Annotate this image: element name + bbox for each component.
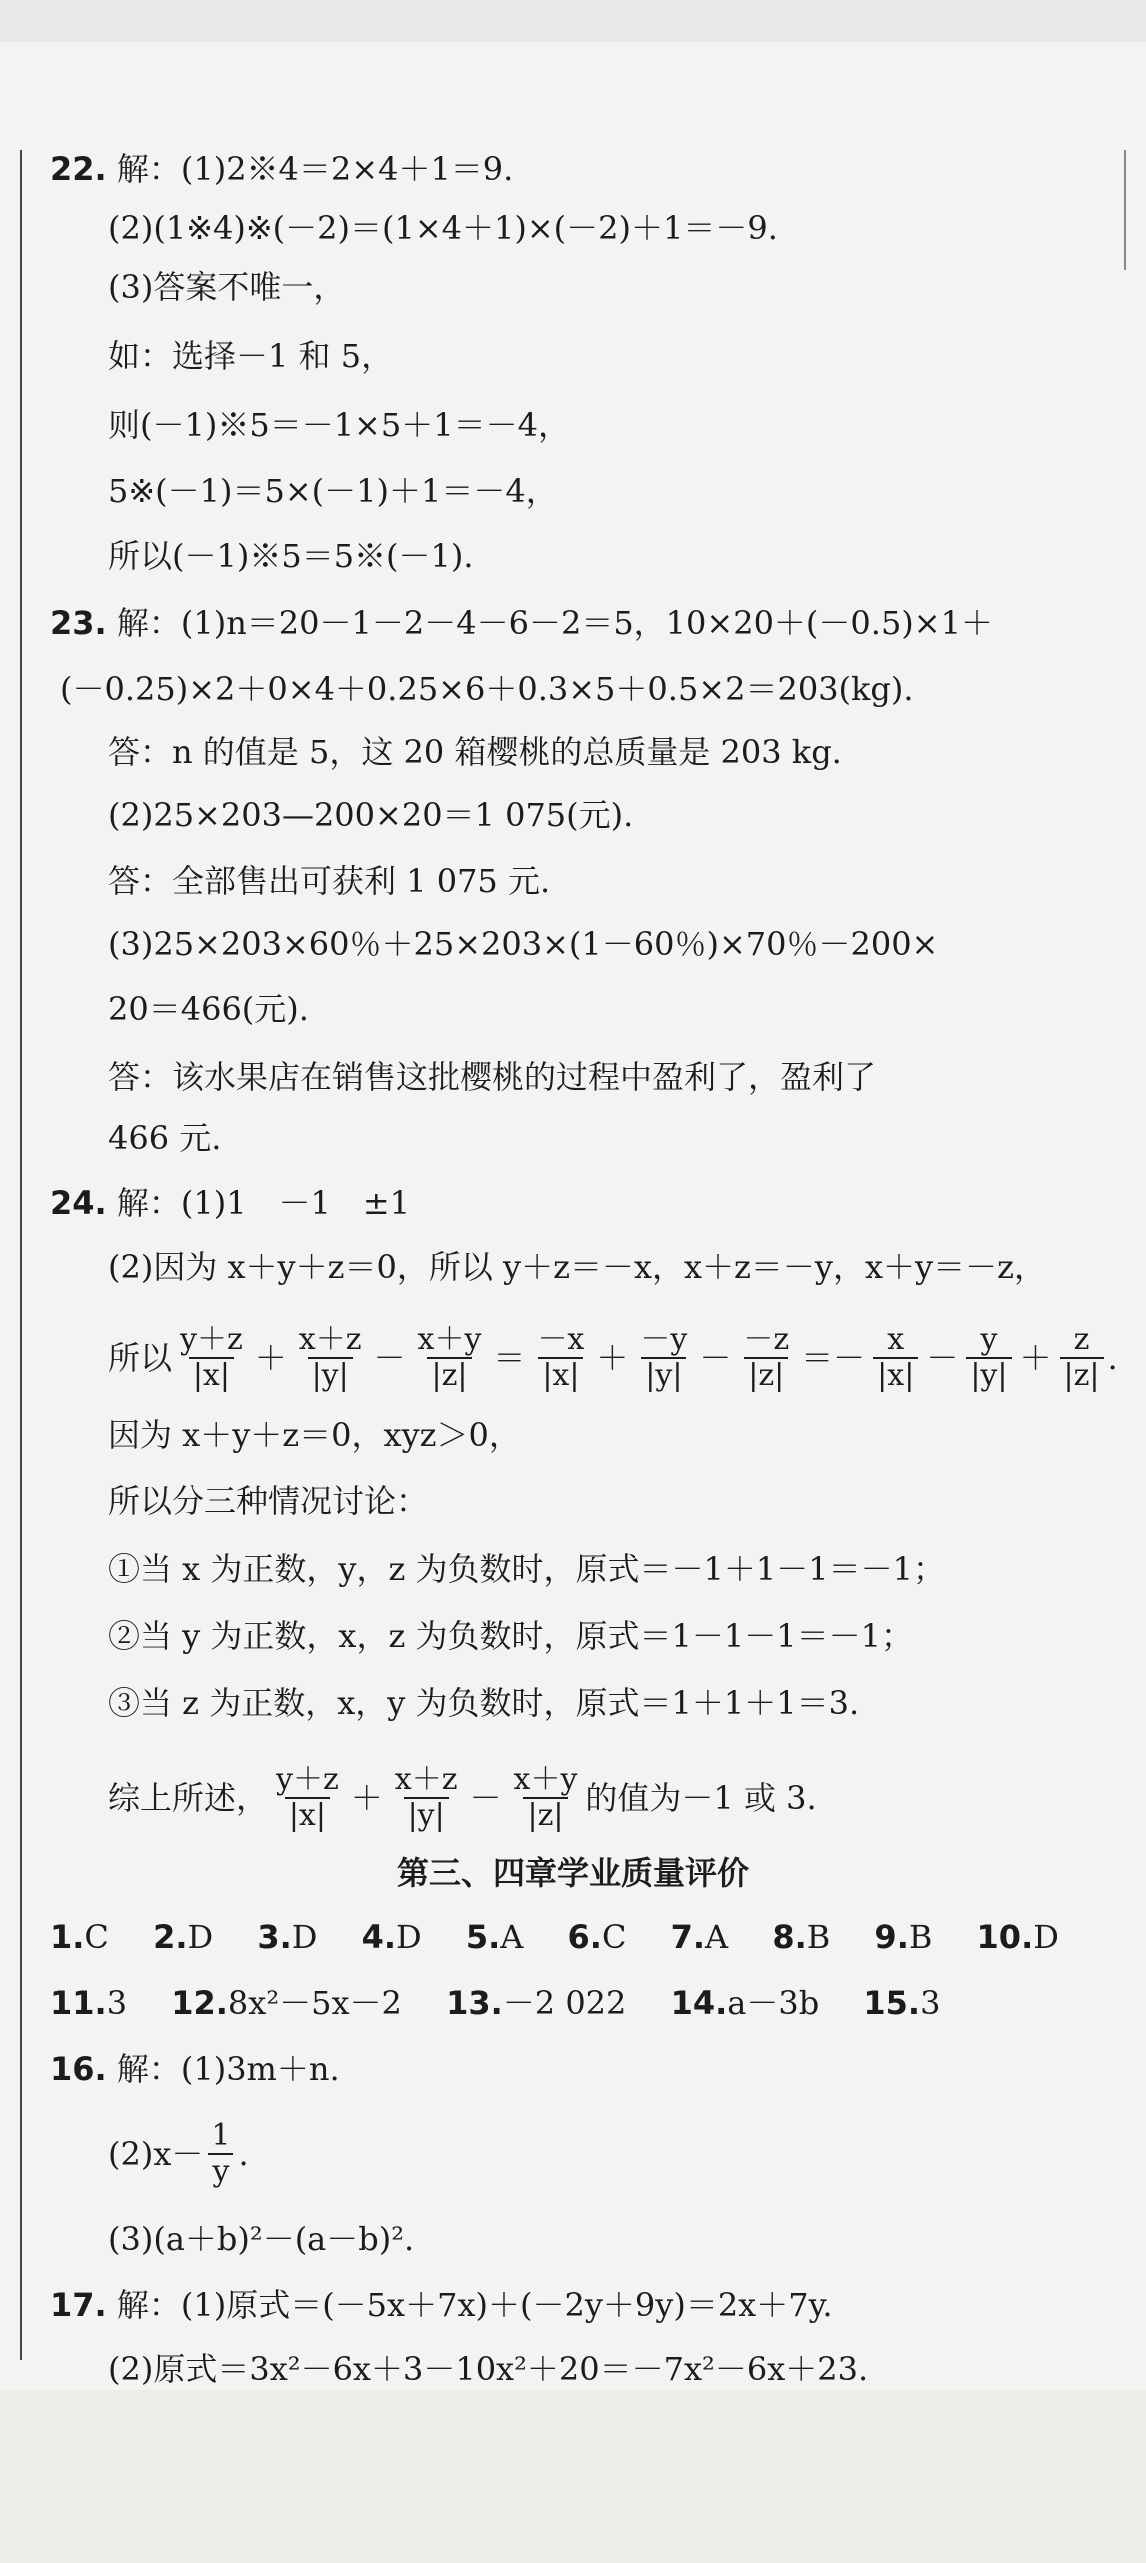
q23-line-1 [50, 600, 993, 646]
period: . [1107, 1339, 1118, 1377]
fraction-numerator: －z [743, 1322, 790, 1357]
q22-line-6: 5※(－1)＝5×(－1)＋1＝－4， [108, 472, 558, 510]
q16-number: 16. [50, 2050, 107, 2088]
q23-text-1: 解：(1)n＝20－1－2－4－6－2＝5，10×20＋(－0.5)×1＋ [116, 604, 993, 642]
minus-sign: － [699, 1339, 732, 1377]
fill-answer [50, 1984, 127, 2022]
q23-line-9: 466 元. [108, 1119, 222, 1157]
plus-sign: ＋ [596, 1339, 629, 1377]
q17-line-2: (2)原式＝3x²－6x＋3－10x²＋20＝－7x²－6x＋23. [108, 2350, 869, 2388]
fraction-yz-over-x [176, 1323, 247, 1393]
q17-number: 17. [50, 2286, 107, 2324]
q16-l2-suffix: . [238, 2135, 249, 2173]
q24-number: 24. [50, 1184, 107, 1222]
answer-value: B [806, 1918, 831, 1956]
choice-answer [568, 1918, 627, 1956]
section-title: 第三、四章学业质量评价 [396, 1854, 749, 1892]
q24-summary [108, 1758, 817, 1838]
fraction-neg-y-over-y [636, 1323, 691, 1393]
plus-sign: ＋ [350, 1779, 383, 1817]
right-margin-rule [1124, 150, 1126, 270]
q24-fraction-equation [108, 1318, 1118, 1398]
fraction-yz-over-x [272, 1763, 343, 1833]
fraction-denominator: |z| [1060, 1357, 1104, 1393]
q22-line-4: 如：选择－1 和 5， [108, 337, 394, 375]
answer-value: 3 [106, 1984, 128, 2022]
question-number: 4. [361, 1918, 396, 1956]
q23-line-2: (－0.25)×2＋0×4＋0.25×6＋0.3×5＋0.5×2＝203(kg). [60, 670, 914, 708]
q24-line-1 [50, 1180, 410, 1226]
question-number: 11. [50, 1984, 107, 2022]
q24-line-4: 因为 x＋y＋z＝0，xyz＞0， [108, 1416, 521, 1454]
fraction-denominator: |y| [966, 1357, 1011, 1393]
answer-value: D [291, 1918, 318, 1956]
equals-sign: ＝－ [801, 1339, 866, 1377]
q24-case-3: ③当 z 为正数，x，y 为负数时，原式＝1＋1＋1＝3. [108, 1684, 860, 1722]
q22-number: 22. [50, 150, 107, 188]
q23-line-7: 20＝466(元). [108, 990, 309, 1028]
q23-number: 23. [50, 604, 107, 642]
fill-answers-row-2 [50, 1980, 940, 2026]
fraction-xy-over-z [414, 1323, 486, 1393]
fraction-denominator: |x| [189, 1357, 234, 1393]
answer-value: 8x²－5x－2 [227, 1984, 402, 2022]
question-number: 7. [670, 1918, 706, 1956]
q24-case-2: ②当 y 为正数，x，z 为负数时，原式＝1－1－1＝－1； [108, 1617, 913, 1655]
fill-answer [863, 1984, 940, 2022]
question-number: 6. [567, 1918, 602, 1956]
q24-summary-prefix: 综上所述， [108, 1779, 269, 1817]
choice-answer [977, 1918, 1059, 1956]
answer-value: a－3b [727, 1984, 820, 2022]
fraction-denominator: |z| [744, 1357, 788, 1393]
plus-sign: ＋ [1019, 1339, 1052, 1377]
q22-line-1 [50, 146, 513, 192]
q22-line-5: 则(－1)※5＝－1×5＋1＝－4， [108, 406, 570, 444]
fraction-x-over-x [873, 1323, 918, 1393]
fraction-numerator: x [887, 1322, 905, 1357]
fraction-denominator: |x| [538, 1357, 583, 1393]
q16-line-3: (3)(a＋b)²－(a－b)². [108, 2220, 415, 2258]
answer-value: D [396, 1918, 422, 1956]
q16-text-1: 解：(1)3m＋n. [116, 2050, 340, 2088]
plus-sign: ＋ [254, 1339, 287, 1377]
q16-l2-prefix: (2)x－ [108, 2135, 204, 2173]
q23-line-6: (3)25×203×60％＋25×203×(1－60％)×70％－200× [108, 925, 939, 963]
answer-value: A [705, 1918, 729, 1956]
q22-line-7: 所以(－1)※5＝5※(－1). [108, 537, 474, 575]
q24-line-2: (2)因为 x＋y＋z＝0，所以 y＋z＝－x，x＋z＝－y，x＋y＝－z， [108, 1248, 1046, 1286]
equals-sign: ＝ [493, 1339, 526, 1377]
fraction-1-over-y [207, 2119, 234, 2189]
fraction-numerator: x＋z [394, 1762, 458, 1797]
choice-answer [772, 1918, 830, 1956]
q24-line-5: 所以分三种情况讨论： [108, 1482, 429, 1520]
answer-value: B [908, 1918, 933, 1956]
question-number: 2. [153, 1918, 188, 1956]
choice-answer [50, 1918, 109, 1956]
answer-value: A [500, 1918, 524, 1956]
fraction-numerator: x＋z [298, 1322, 362, 1357]
question-number: 14. [670, 1984, 728, 2022]
q17-text-1: 解：(1)原式＝(－5x＋7x)＋(－2y＋9y)＝2x＋7y. [116, 2286, 833, 2324]
q22-line-2: (2)(1※4)※(－2)＝(1×4＋1)×(－2)＋1＝－9. [108, 209, 778, 247]
q23-line-4: (2)25×203—200×20＝1 075(元). [108, 796, 634, 834]
fraction-numerator: 1 [211, 2118, 231, 2153]
fraction-z-over-z [1060, 1323, 1104, 1393]
fraction-denominator: |y| [404, 1797, 449, 1833]
question-number: 12. [171, 1984, 228, 2022]
choice-answers-row-1 [50, 1914, 1059, 1960]
fraction-xz-over-y [391, 1763, 462, 1833]
choice-answer [257, 1918, 317, 1956]
question-number: 9. [874, 1918, 909, 1956]
question-number: 10. [976, 1918, 1034, 1956]
minus-sign: － [926, 1339, 959, 1377]
fraction-xy-over-z [510, 1763, 582, 1833]
choice-answer [153, 1918, 213, 1956]
fraction-numerator: y＋z [180, 1322, 243, 1357]
fraction-denominator: |z| [523, 1797, 567, 1833]
minus-sign: － [373, 1339, 406, 1377]
fill-answer [446, 1984, 626, 2022]
answer-value: C [84, 1918, 109, 1956]
q24-eq-prefix: 所以 [108, 1339, 173, 1377]
question-number: 5. [465, 1918, 501, 1956]
choice-answer [874, 1918, 932, 1956]
answer-value: C [601, 1918, 627, 1956]
question-number: 3. [257, 1918, 292, 1956]
q24-summary-suffix: 的值为－1 或 3. [585, 1779, 817, 1817]
fraction-numerator: y＋z [276, 1762, 339, 1797]
fraction-numerator: x＋y [513, 1762, 578, 1797]
fraction-denominator: |z| [427, 1357, 471, 1393]
q16-line-1 [50, 2046, 340, 2092]
q23-line-5: 答：全部售出可获利 1 075 元. [108, 862, 551, 900]
q22-line-3: (3)答案不唯一， [108, 268, 346, 306]
q22-text-1: 解：(1)2※4＝2×4＋1＝9. [116, 150, 514, 188]
fraction-y-over-y [966, 1323, 1011, 1393]
page-bottom-margin [0, 2390, 1146, 2563]
fill-answer [171, 1984, 402, 2022]
fraction-neg-z-over-z [739, 1323, 793, 1393]
choice-answer [671, 1918, 729, 1956]
fraction-denominator: y [208, 2153, 233, 2189]
fraction-neg-x-over-x [533, 1323, 588, 1393]
page-top-margin [0, 0, 1146, 42]
q24-case-1: ①当 x 为正数，y，z 为负数时，原式＝－1＋1－1＝－1； [108, 1550, 945, 1588]
left-margin-rule [20, 150, 22, 2360]
fraction-numerator: －y [640, 1322, 688, 1357]
fraction-numerator: －x [537, 1322, 585, 1357]
q24-text-1: 解：(1)1 －1 ±1 [116, 1184, 411, 1222]
q23-line-3: 答：n 的值是 5，这 20 箱樱桃的总质量是 203 kg. [108, 733, 842, 771]
fraction-numerator: y [980, 1322, 998, 1357]
question-number: 13. [446, 1984, 503, 2022]
question-number: 8. [772, 1918, 807, 1956]
minus-sign: － [469, 1779, 502, 1817]
q17-line-1 [50, 2282, 833, 2328]
answer-value: D [1033, 1918, 1059, 1956]
q16-line-2 [108, 2114, 249, 2194]
question-number: 1. [50, 1918, 85, 1956]
fraction-denominator: |x| [285, 1797, 330, 1833]
choice-answer [362, 1918, 422, 1956]
fraction-xz-over-y [295, 1323, 366, 1393]
fraction-denominator: |x| [873, 1357, 918, 1393]
answer-value: －2 022 [502, 1984, 627, 2022]
answer-value: 3 [920, 1984, 941, 2022]
fill-answer [671, 1984, 820, 2022]
answer-value: D [187, 1918, 214, 1956]
choice-answer [466, 1918, 524, 1956]
fraction-denominator: |y| [308, 1357, 353, 1393]
fraction-numerator: z [1073, 1322, 1090, 1357]
q23-line-8: 答：该水果店在销售这批樱桃的过程中盈利了，盈利了 [108, 1058, 877, 1096]
fraction-numerator: x＋y [417, 1322, 482, 1357]
fraction-denominator: |y| [641, 1357, 686, 1393]
question-number: 15. [863, 1984, 921, 2022]
